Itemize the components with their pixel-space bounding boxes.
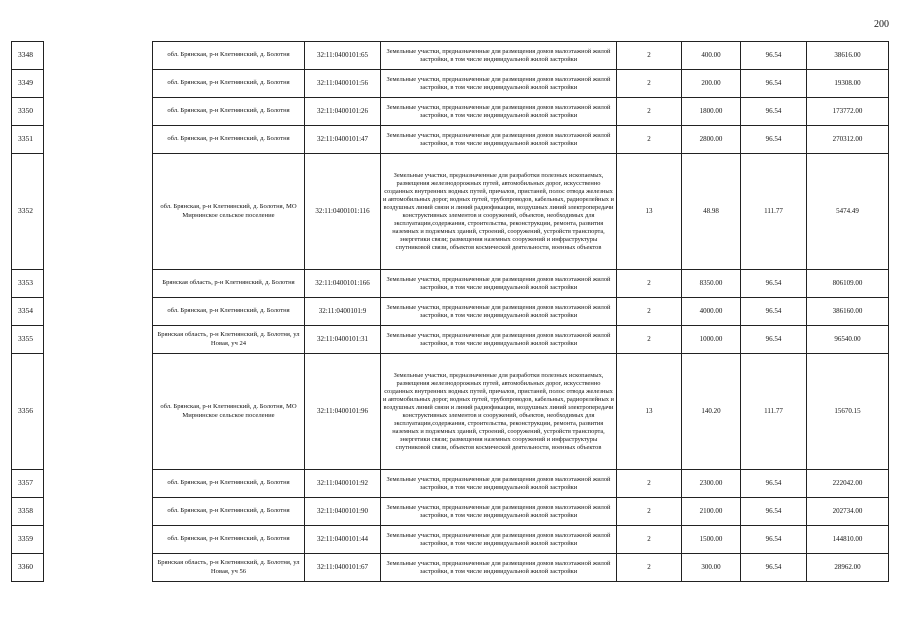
row-number: 3349 [12, 70, 44, 98]
group-cell: 13 [617, 154, 682, 270]
rate-cell: 96.54 [741, 498, 807, 526]
cadastral-number-cell: 32:11:0400101:67 [305, 554, 381, 582]
row-number: 3353 [12, 270, 44, 298]
cadastral-number-cell: 32:11:0400101:31 [305, 326, 381, 354]
group-cell: 2 [617, 498, 682, 526]
address-cell: обл. Брянская, р-н Клетнянский, д. Болотня [153, 470, 305, 498]
table-row [12, 270, 889, 298]
value-cell: 270312.00 [807, 126, 889, 154]
gap-cell [44, 554, 153, 582]
area-cell: 2800.00 [682, 126, 741, 154]
row-number: 3352 [12, 154, 44, 270]
value-cell: 202734.00 [807, 498, 889, 526]
rate-cell: 96.54 [741, 98, 807, 126]
area-cell: 2300.00 [682, 470, 741, 498]
value-cell: 222042.00 [807, 470, 889, 498]
group-cell: 2 [617, 326, 682, 354]
page-number: 200 [874, 19, 889, 30]
rate-cell: 96.54 [741, 326, 807, 354]
land-use-cell: Земельные участки, предназначенные для размещения домов малоэтажной жилой застройки, в том числе индивидуальной жилой застройки [381, 326, 617, 354]
table-row [12, 326, 889, 354]
value-cell: 28962.00 [807, 554, 889, 582]
table-row [12, 526, 889, 554]
table-row [12, 98, 889, 126]
land-use-cell: Земельные участки, предназначенные для размещения домов малоэтажной жилой застройки, в том числе индивидуальной жилой застройки [381, 554, 617, 582]
land-use-cell: Земельные участки, предназначенные для размещения домов малоэтажной жилой застройки, в том числе индивидуальной жилой застройки [381, 270, 617, 298]
cadastral-number-cell: 32:11:0400101:47 [305, 126, 381, 154]
rate-cell: 96.54 [741, 554, 807, 582]
address-cell: обл. Брянская, р-н Клетнянский, д. Болотня [153, 498, 305, 526]
land-use-cell: Земельные участки, предназначенные для размещения домов малоэтажной жилой застройки, в том числе индивидуальной жилой застройки [381, 98, 617, 126]
address-cell: Брянская область, р-н Клетнянский, д. Болотня, ул Новая, уч 24 [153, 326, 305, 354]
row-number: 3356 [12, 354, 44, 470]
table-row [12, 126, 889, 154]
cadastral-number-cell: 32:11:0400101:90 [305, 498, 381, 526]
area-cell: 48.98 [682, 154, 741, 270]
row-number: 3348 [12, 42, 44, 70]
value-cell: 96540.00 [807, 326, 889, 354]
land-use-cell: Земельные участки, предназначенные для разработки полезных ископаемых, размещения железнодорожных путей, автомобильных дорог, искусственно созданных внутренних водных путей, причалов, пристаней, полос отвода железных и автомобильных дорог, водных путей, трубопроводов, кабельных, радиорелейных и воздушных линий связи и линий радиофикации, воздушных линий электропередачи конструктивных элементов и сооружений, объектов, необходимых для эксплуатации,содержания, строительства, реконструкции, ремонта, развития наземных и подземных зданий, строений, сооружений, устройств транспорта, энергетики связи; размещения наземных сооружений и инфраструктуры спутниковой связи, объектов космической деятельности, военных объектов [381, 154, 617, 270]
land-use-cell: Земельные участки, предназначенные для разработки полезных ископаемых, размещения железнодорожных путей, автомобильных дорог, искусственно созданных внутренних водных путей, причалов, пристаней, полос отвода железных и автомобильных дорог, водных путей, трубопроводов, кабельных, радиорелейных и воздушных линий связи и линий радиофикации, воздушных линий электропередачи конструктивных элементов и сооружений, объектов, необходимых для эксплуатации,содержания, строительства, реконструкции, ремонта, развития наземных и подземных зданий, строений, сооружений, устройств транспорта, энергетики связи; размещения наземных сооружений и инфраструктуры спутниковой связи, объектов космической деятельности, военных объектов [381, 354, 617, 470]
table-row [12, 42, 889, 70]
cadastral-number-cell: 32:11:0400101:92 [305, 470, 381, 498]
group-cell: 13 [617, 354, 682, 470]
address-cell: обл. Брянская, р-н Клетнянский, д. Болотня, МО Мирнинское сельское поселение [153, 354, 305, 470]
group-cell: 2 [617, 42, 682, 70]
rate-cell: 96.54 [741, 470, 807, 498]
value-cell: 806109.00 [807, 270, 889, 298]
table-row [12, 154, 889, 270]
group-cell: 2 [617, 554, 682, 582]
row-number: 3355 [12, 326, 44, 354]
gap-cell [44, 526, 153, 554]
table-row [12, 354, 889, 470]
group-cell: 2 [617, 526, 682, 554]
gap-cell [44, 126, 153, 154]
value-cell: 38616.00 [807, 42, 889, 70]
row-number: 3351 [12, 126, 44, 154]
rate-cell: 96.54 [741, 126, 807, 154]
area-cell: 2100.00 [682, 498, 741, 526]
table-row [12, 470, 889, 498]
table-row [12, 70, 889, 98]
cadastral-number-cell: 32:11:0400101:56 [305, 70, 381, 98]
address-cell: обл. Брянская, р-н Клетнянский, д. Болотня [153, 70, 305, 98]
cadastral-number-cell: 32:11:0400101:9 [305, 298, 381, 326]
rate-cell: 96.54 [741, 70, 807, 98]
land-use-cell: Земельные участки, предназначенные для размещения домов малоэтажной жилой застройки, в том числе индивидуальной жилой застройки [381, 526, 617, 554]
cadastral-number-cell: 32:11:0400101:166 [305, 270, 381, 298]
group-cell: 2 [617, 126, 682, 154]
land-use-cell: Земельные участки, предназначенные для размещения домов малоэтажной жилой застройки, в том числе индивидуальной жилой застройки [381, 70, 617, 98]
address-cell: обл. Брянская, р-н Клетнянский, д. Болотня [153, 98, 305, 126]
table-row [12, 554, 889, 582]
rate-cell: 96.54 [741, 298, 807, 326]
area-cell: 300.00 [682, 554, 741, 582]
row-number: 3350 [12, 98, 44, 126]
value-cell: 19308.00 [807, 70, 889, 98]
value-cell: 173772.00 [807, 98, 889, 126]
gap-cell [44, 42, 153, 70]
address-cell: обл. Брянская, р-н Клетнянский, д. Болотня [153, 526, 305, 554]
table-row [12, 298, 889, 326]
rate-cell: 96.54 [741, 270, 807, 298]
area-cell: 1000.00 [682, 326, 741, 354]
land-use-cell: Земельные участки, предназначенные для размещения домов малоэтажной жилой застройки, в том числе индивидуальной жилой застройки [381, 126, 617, 154]
rate-cell: 111.77 [741, 154, 807, 270]
cadastral-number-cell: 32:11:0400101:116 [305, 154, 381, 270]
area-cell: 140.20 [682, 354, 741, 470]
land-use-cell: Земельные участки, предназначенные для размещения домов малоэтажной жилой застройки, в том числе индивидуальной жилой застройки [381, 498, 617, 526]
group-cell: 2 [617, 298, 682, 326]
group-cell: 2 [617, 270, 682, 298]
land-use-cell: Земельные участки, предназначенные для размещения домов малоэтажной жилой застройки, в том числе индивидуальной жилой застройки [381, 298, 617, 326]
address-cell: обл. Брянская, р-н Клетнянский, д. Болотня [153, 298, 305, 326]
address-cell: Брянская область, р-н Клетнянский, д. Болотня, ул Новая, уч 56 [153, 554, 305, 582]
row-number: 3359 [12, 526, 44, 554]
address-cell: обл. Брянская, р-н Клетнянский, д. Болотня, МО Мирнинское сельское поселение [153, 154, 305, 270]
value-cell: 386160.00 [807, 298, 889, 326]
land-use-cell: Земельные участки, предназначенные для размещения домов малоэтажной жилой застройки, в том числе индивидуальной жилой застройки [381, 42, 617, 70]
gap-cell [44, 470, 153, 498]
gap-cell [44, 154, 153, 270]
rate-cell: 111.77 [741, 354, 807, 470]
value-cell: 5474.49 [807, 154, 889, 270]
area-cell: 400.00 [682, 42, 741, 70]
gap-cell [44, 70, 153, 98]
gap-cell [44, 270, 153, 298]
area-cell: 1800.00 [682, 98, 741, 126]
gap-cell [44, 98, 153, 126]
land-use-cell: Земельные участки, предназначенные для размещения домов малоэтажной жилой застройки, в том числе индивидуальной жилой застройки [381, 470, 617, 498]
rate-cell: 96.54 [741, 42, 807, 70]
cadastral-number-cell: 32:11:0400101:26 [305, 98, 381, 126]
group-cell: 2 [617, 470, 682, 498]
address-cell: обл. Брянская, р-н Клетнянский, д. Болотня [153, 42, 305, 70]
area-cell: 1500.00 [682, 526, 741, 554]
table-body [12, 42, 889, 582]
cadastral-number-cell: 32:11:0400101:44 [305, 526, 381, 554]
row-number: 3357 [12, 470, 44, 498]
row-number: 3358 [12, 498, 44, 526]
cadastral-table [11, 41, 889, 582]
value-cell: 15670.15 [807, 354, 889, 470]
area-cell: 200.00 [682, 70, 741, 98]
cadastral-number-cell: 32:11:0400101:96 [305, 354, 381, 470]
gap-cell [44, 326, 153, 354]
cadastral-number-cell: 32:11:0400101:65 [305, 42, 381, 70]
gap-cell [44, 498, 153, 526]
row-number: 3360 [12, 554, 44, 582]
rate-cell: 96.54 [741, 526, 807, 554]
group-cell: 2 [617, 70, 682, 98]
value-cell: 144810.00 [807, 526, 889, 554]
area-cell: 4000.00 [682, 298, 741, 326]
gap-cell [44, 298, 153, 326]
gap-cell [44, 354, 153, 470]
table-row [12, 498, 889, 526]
group-cell: 2 [617, 98, 682, 126]
address-cell: Брянская область, р-н Клетнянский, д. Болотня [153, 270, 305, 298]
row-number: 3354 [12, 298, 44, 326]
address-cell: обл. Брянская, р-н Клетнянский, д. Болотня [153, 126, 305, 154]
area-cell: 8350.00 [682, 270, 741, 298]
